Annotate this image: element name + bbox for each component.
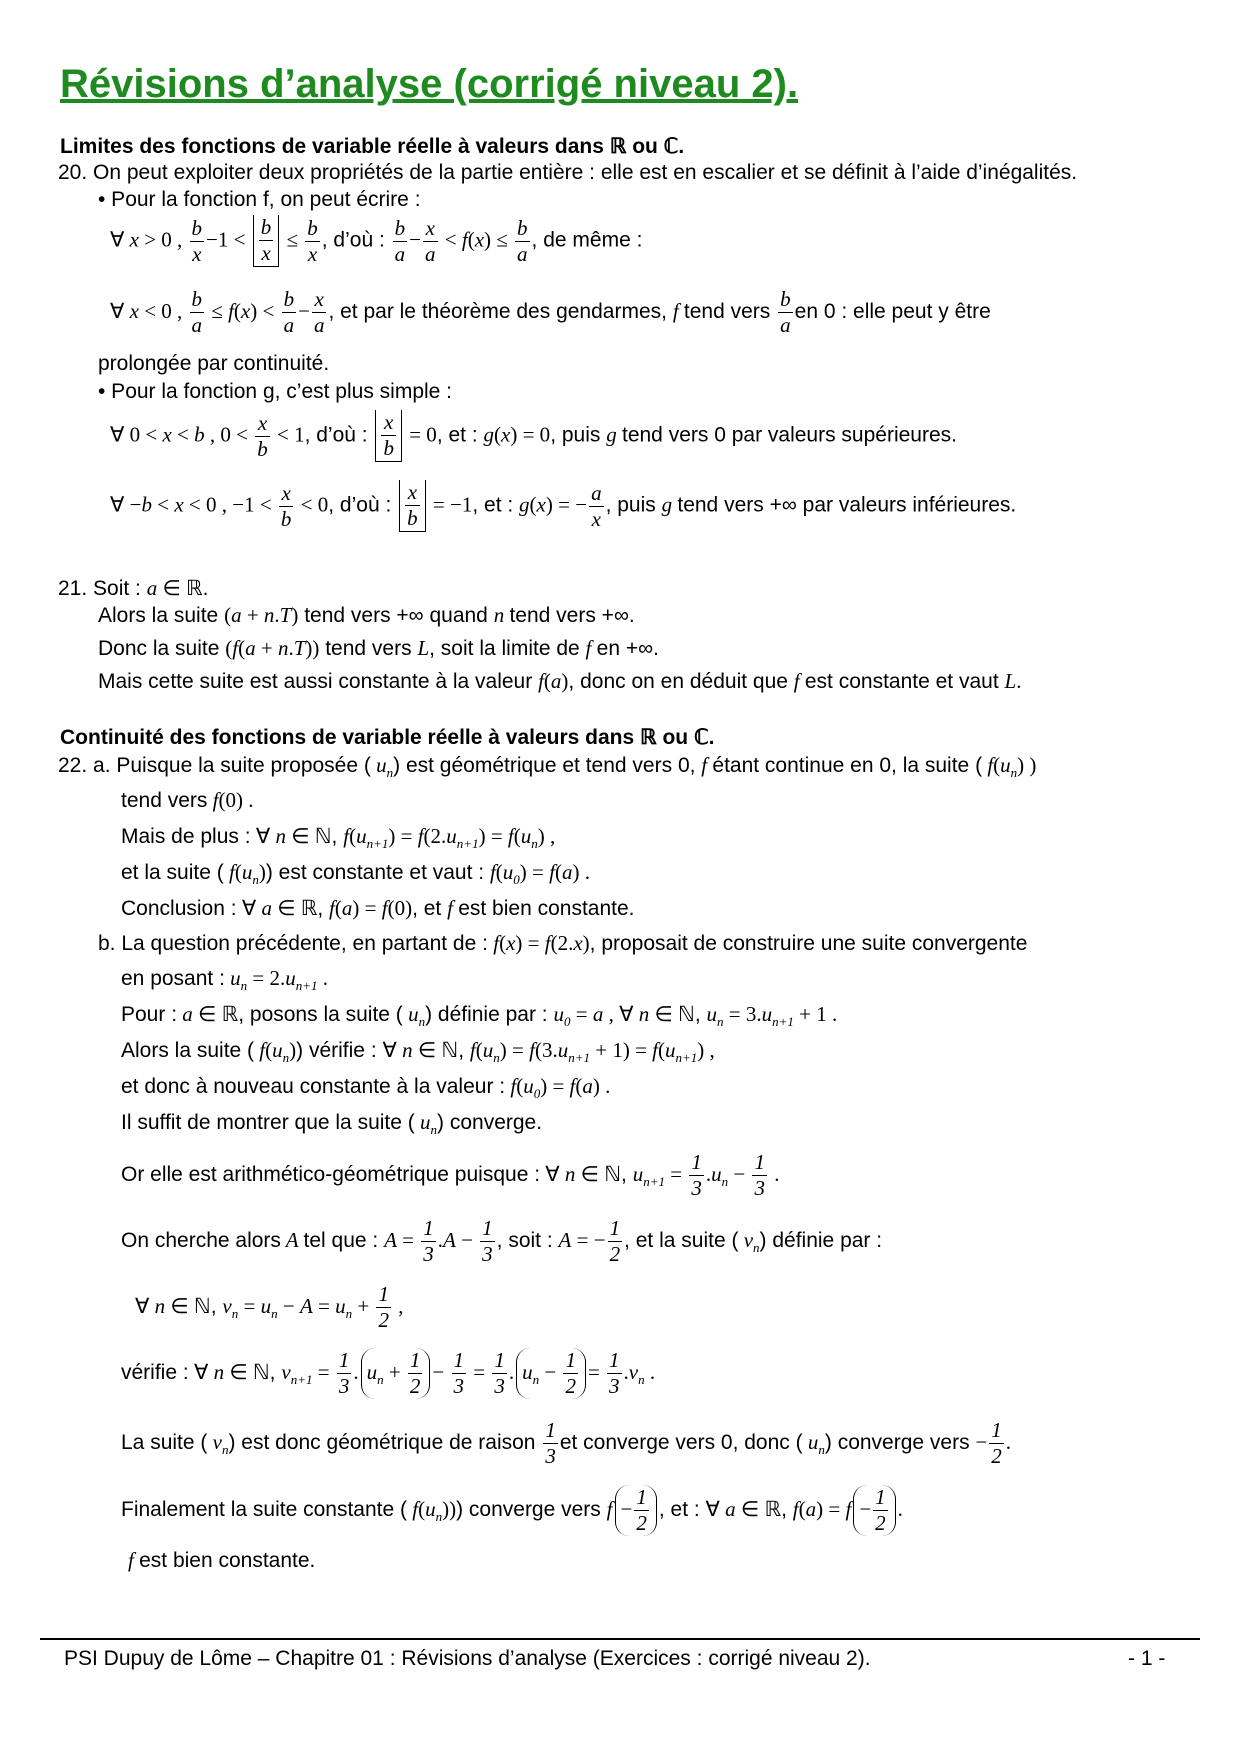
t: On cherche alors — [121, 1229, 281, 1253]
t: Mais cette suite est aussi constante à la valeur — [98, 670, 533, 693]
label-puis-g2: , puis — [605, 493, 656, 517]
t: en +∞. — [596, 637, 659, 660]
t: , soit : — [496, 1229, 553, 1253]
t: tend vers — [325, 637, 412, 660]
label-tend-g1: tend vers 0 par valeurs supérieures. — [621, 423, 957, 447]
section-heading-continuity: Continuité des fonctions de variable réelle à valeurs dans ℝ ou ℂ. — [60, 726, 715, 749]
t: Mais de plus : — [121, 825, 251, 848]
exercise-22b-line12: Finalement la suite constante ( $f(u_n)$)) converge vers f − $\frac{1}{2}$ , et : ∀ a ∈ ℝ, f(a) = f − $\frac{1}{2}$ . — [121, 1485, 903, 1535]
footer-rule — [40, 1638, 1200, 1640]
t: Conclusion : — [121, 897, 237, 920]
t: ) est donc géométrique de raison — [228, 1431, 536, 1455]
label-tend-vers: tend vers — [683, 300, 771, 324]
t: ) vérifie : — [296, 1039, 377, 1062]
label-et-g1: , et : — [436, 423, 478, 447]
page-title: Révisions d’analyse (corrigé niveau 2). — [60, 62, 799, 106]
t: , et : — [658, 1498, 700, 1522]
t: Donc la suite — [98, 637, 220, 660]
exercise-22b-line7: Or elle est arithmético-géométrique puisque : ∀ n ∈ ℕ, $u_{n+1}$ = $\frac{1}{3}$ $.u_n$ − $\frac{1}{3}$ . — [121, 1150, 780, 1200]
exercise-22b-line10: vérifie : ∀ n ∈ ℕ, $v_{n+1}$ = $\frac{1}{3}$ . $u_n$ + $\frac{1}{2}$ − $\frac{1}{3}$ = $\frac{1}{3}$ . $u_n$ − $\frac{1}{2}$ = $\frac{1}{3}$ $.v_n$ . — [121, 1348, 656, 1398]
t: tend vers +∞. — [509, 604, 635, 627]
t: Finalement la suite constante ( — [121, 1498, 407, 1522]
t: , donc on en déduit que — [568, 670, 788, 693]
exercise-22b-line1: b. La question précédente, en partant de : f(x) = f(2.x), proposait de construire une suite convergente — [98, 931, 1028, 955]
t: b. La question précédente, en partant de : — [98, 932, 488, 955]
label-soit: 21. Soit : — [58, 577, 141, 600]
t: , et la suite ( — [624, 1229, 739, 1253]
exercise-20-formula-g2: ∀ −b < x < 0 , −1 < $\frac{x}{b}$ < 0, d’où : $\frac{x}{b}$ = −1, et : g(x) = − $\frac{a}{x}$ , puis g tend vers +∞ par valeurs inférieures. — [110, 480, 1017, 531]
footer-text: PSI Dupuy de Lôme – Chapitre 01 : Révisions d’analyse (Exercices : corrigé niveau 2). — [64, 1647, 871, 1670]
t: étant continue en 0, la suite ( — [712, 754, 983, 777]
t: Alors la suite — [98, 604, 219, 627]
exercise-22b-line2: en posant : $u_n = 2.u_{n+1}$ . — [121, 966, 329, 993]
t: et converge vers 0, donc ( — [559, 1431, 803, 1455]
exercise-22a-line4: et la suite ( $f(u_n)$) est constante et vaut : $f(u_0) = f(a)$ . — [121, 860, 590, 887]
label-en-0: en 0 : elle peut y être — [794, 300, 991, 324]
exercise-20-intro: 20. On peut exploiter deux propriétés de la partie entière : elle est en escalier et se définit à l’aide d’inégalités. — [58, 161, 1078, 184]
exercise-21-line3: Mais cette suite est aussi constante à la valeur f(a), donc on en déduit que f est constante et vaut L. — [98, 669, 1022, 693]
t: ) est géométrique et tend vers 0, — [393, 754, 696, 777]
exercise-21-intro: 21. Soit : a ∈ ℝ. — [58, 576, 209, 600]
t: et donc à nouveau constante à la valeur : — [121, 1075, 506, 1098]
t: , et — [412, 897, 442, 920]
exercise-22b-line9: ∀ n ∈ ℕ, $v_n = u_n - A = u_n$ + $\frac{1}{2}$ , — [135, 1282, 404, 1332]
label-tend-g2: tend vers +∞ par valeurs inférieures. — [677, 493, 1017, 517]
label-de-meme: , de même : — [531, 228, 643, 252]
t: 22. a. Puisque la suite proposée ( — [58, 754, 371, 777]
exercise-20-formula-g1: ∀ 0 < x < b , 0 < $\frac{x}{b}$ < 1, d’où : $\frac{x}{b}$ = 0, et : g(x) = 0, puis g tend vers 0 par valeurs supérieures. — [110, 410, 957, 461]
t: ) définie par : — [425, 1003, 548, 1026]
t: ) converge. — [437, 1111, 543, 1134]
exercise-20-formula-f1: ∀ x > 0 , $\frac{b}{x}$ −1 < $\frac{b}{x}$ ≤ $\frac{b}{x}$ , d’où : $\frac{b}{a}$ − $\frac{x}{a}$ < f(x) ≤ $\frac{b}{a}$ , de même : — [110, 215, 643, 266]
t: ) définie par : — [759, 1229, 883, 1253]
page-number: - 1 - — [1128, 1647, 1166, 1670]
exercise-22b-line8: On cherche alors A tel que : A = $\frac{1}{3}$ .A − $\frac{1}{3}$ , soit : A = − $\frac{1}{2}$ , et la suite ( $v_n$) définie par : — [121, 1216, 883, 1266]
exercise-21-line1: Alors la suite (a + n.T) tend vers +∞ quand n tend vers +∞. — [98, 603, 635, 627]
label-puis-g1: , puis — [550, 423, 601, 447]
exercise-22a-line3: Mais de plus : ∀ n ∈ ℕ, $f(u_{n+1}) = f(2.u_{n+1}) = f(u_n)$ , — [121, 824, 556, 851]
label-dou-g1: , d’où : — [304, 423, 368, 447]
t: Pour : — [121, 1003, 178, 1026]
t: et la suite ( — [121, 861, 224, 884]
exercise-20-formula-f2: ∀ x < 0 , $\frac{b}{a}$ ≤ f(x) < $\frac{b}{a}$ − $\frac{x}{a}$ , et par le théorème des gendarmes, f tend vers $\frac{b}{a}$ en 0 : elle peut y être — [110, 287, 991, 337]
exercise-22b-line5: et donc à nouveau constante à la valeur : $f(u_0) = f(a)$ . — [121, 1074, 611, 1101]
t: , soit la limite de — [429, 637, 580, 660]
t: Alors la suite ( — [121, 1039, 255, 1062]
exercise-22b-line11: La suite ( $v_n$) est donc géométrique de raison $\frac{1}{3}$ et converge vers 0, donc ( $u_n$) converge vers − $\frac{1}{2}$ . — [121, 1418, 1012, 1468]
exercise-21-line2: Donc la suite (f(a + n.T)) tend vers L, soit la limite de f en +∞. — [98, 636, 659, 660]
exercise-22b-line6: Il suffit de montrer que la suite ( $u_n$) converge. — [121, 1110, 543, 1137]
t: en posant : — [121, 967, 225, 990]
t: ) est constante et vaut : — [265, 861, 485, 884]
t: est bien constante. — [139, 1549, 316, 1572]
t: tend vers +∞ quand — [304, 604, 488, 627]
exercise-20-prolongee: prolongée par continuité. — [98, 352, 330, 375]
section-heading-limits: Limites des fonctions de variable réelle à valeurs dans ℝ ou ℂ. — [60, 135, 685, 158]
exercise-20-bullet-f: • Pour la fonction f, on peut écrire : — [98, 188, 421, 211]
t: est bien constante. — [458, 897, 635, 920]
exercise-20-bullet-g: • Pour la fonction g, c’est plus simple : — [98, 380, 453, 403]
t: ) converge vers — [456, 1498, 601, 1522]
label-gendarmes: , et par le théorème des gendarmes, — [328, 300, 667, 324]
t: tend vers — [121, 789, 208, 812]
label-dou-g2: , d’où : — [328, 493, 392, 517]
exercise-22a-line2: tend vers f(0) . — [121, 788, 254, 812]
exercise-22b-line3: Pour : a ∈ ℝ, posons la suite ( $u_n$) définie par : $u_0 = a$ , ∀ n ∈ ℕ, $u_n = 3.u_{n+1} + 1$ . — [121, 1002, 838, 1029]
t: , proposait de construire une suite convergente — [589, 932, 1028, 955]
t: Or elle est arithmético-géométrique puisque : — [121, 1163, 541, 1187]
t: ) converge vers — [824, 1431, 970, 1455]
t: tel que : — [303, 1229, 379, 1253]
exercise-22a-line1: 22. a. Puisque la suite proposée ( $u_n$) est géométrique et tend vers 0, f étant continue en 0, la suite ( $f(u_n)$ ) — [58, 753, 1037, 780]
t: est constante et vaut — [804, 670, 999, 693]
label-et-g2: , et : — [472, 493, 514, 517]
t: vérifie : — [121, 1361, 189, 1385]
t: , posons la suite ( — [238, 1003, 403, 1026]
t: La suite ( — [121, 1431, 208, 1455]
t: Il suffit de montrer que la suite ( — [121, 1111, 415, 1134]
exercise-22b-line13: f est bien constante. — [128, 1548, 316, 1572]
exercise-22a-line5: Conclusion : ∀ a ∈ ℝ, f(a) = f(0), et f est bien constante. — [121, 896, 635, 920]
label-dou: , d’où : — [321, 228, 385, 252]
exercise-22b-line4: Alors la suite ( $f(u_n)$) vérifie : ∀ n ∈ ℕ, $f(u_n) = f(3.u_{n+1} + 1) = f(u_{n+1})$ , — [121, 1038, 715, 1065]
